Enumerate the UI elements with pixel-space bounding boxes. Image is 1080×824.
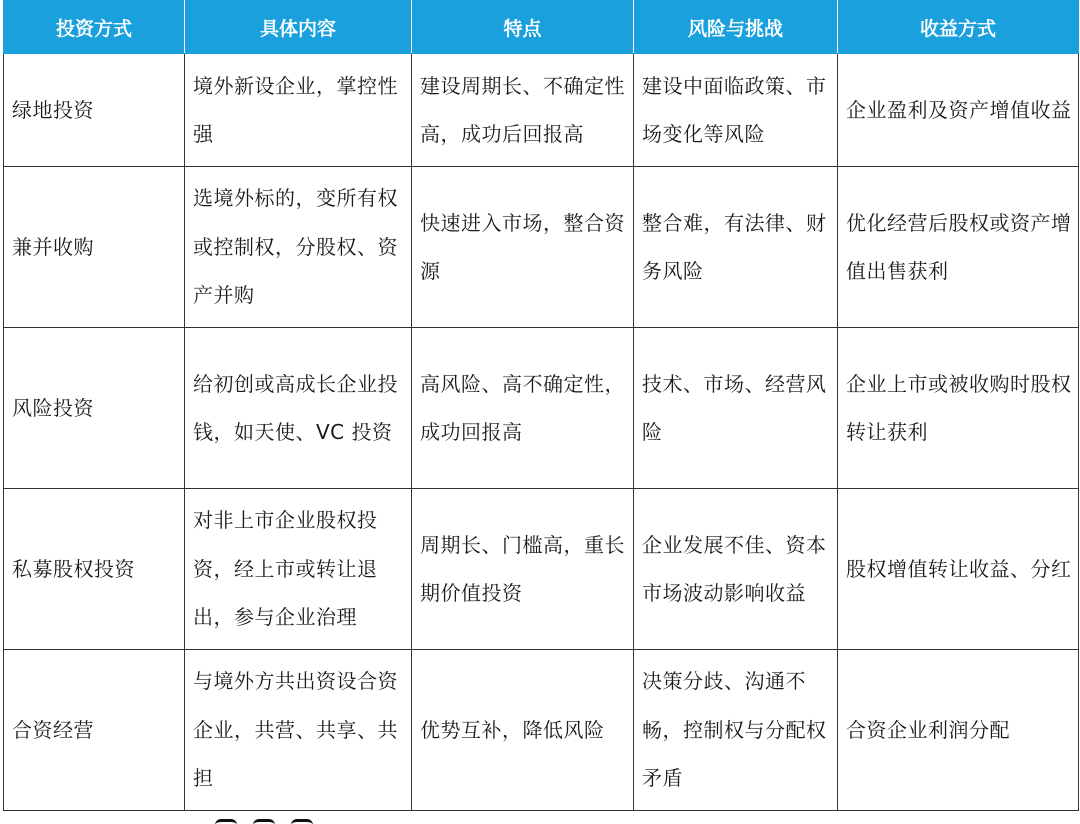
cell-returns — [838, 650, 1079, 811]
returns-text: 企业上市或被收购时股权转让获利 — [846, 371, 1072, 444]
returns-text: 企业盈利及资产增值收益 — [846, 97, 1072, 122]
risks-text: 建设中面临政策、市场变化等风险 — [642, 73, 827, 146]
table-row — [4, 328, 1079, 489]
content-text: 给初创或高成长企业投钱，如天使、VC 投资 — [193, 371, 398, 444]
features-text: 周期长、门槛高，重长期价值投资 — [420, 532, 625, 605]
method-text: 兼并收购 — [12, 234, 94, 259]
column-header-method: 投资方式 — [4, 1, 185, 54]
cell-content — [185, 54, 412, 167]
cell-content — [185, 167, 412, 328]
content-text: 境外新设企业，掌控性强 — [193, 73, 398, 146]
column-header-returns: 收益方式 — [838, 1, 1079, 54]
risks-text: 整合难，有法律、财务风险 — [642, 210, 827, 283]
returns-text: 优化经营后股权或资产增值出售获利 — [846, 210, 1072, 283]
cell-risks — [634, 489, 838, 650]
method-text: 私募股权投资 — [12, 556, 135, 581]
cell-method — [4, 54, 185, 167]
returns-text: 股权增值转让收益、分红 — [846, 556, 1072, 581]
table-row — [4, 650, 1079, 811]
cell-returns — [838, 328, 1079, 489]
cell-features — [412, 54, 634, 167]
content-text: 选境外标的，变所有权或控制权，分股权、资产并购 — [193, 186, 398, 308]
column-header-content: 具体内容 — [185, 1, 412, 54]
cell-returns — [838, 489, 1079, 650]
cell-method — [4, 650, 185, 811]
cell-features — [412, 167, 634, 328]
cell-content — [185, 489, 412, 650]
content-text: 对非上市企业股权投资，经上市或转让退出，参与企业治理 — [193, 508, 378, 630]
cell-method — [4, 489, 185, 650]
cell-returns — [838, 167, 1079, 328]
table-header-row — [4, 1, 1079, 54]
column-header-risks: 风险与挑战 — [634, 1, 838, 54]
method-text: 绿地投资 — [12, 97, 94, 122]
table-row — [4, 489, 1079, 650]
column-header-features: 特点 — [412, 1, 634, 54]
cell-risks — [634, 328, 838, 489]
cell-features — [412, 328, 634, 489]
features-text: 快速进入市场，整合资源 — [420, 210, 625, 283]
features-text: 优势互补，降低风险 — [420, 717, 605, 742]
cell-risks — [634, 167, 838, 328]
table-row — [4, 167, 1079, 328]
returns-text: 合资企业利润分配 — [846, 717, 1010, 742]
risks-text: 决策分歧、沟通不畅，控制权与分配权矛盾 — [642, 669, 827, 791]
features-text: 建设周期长、不确定性高，成功后回报高 — [420, 73, 625, 146]
cell-features — [412, 650, 634, 811]
cell-method — [4, 328, 185, 489]
method-text: 合资经营 — [12, 717, 94, 742]
investment-methods-table — [3, 0, 1079, 811]
cell-features — [412, 489, 634, 650]
cell-risks — [634, 650, 838, 811]
content-text: 与境外方共出资设合资企业，共营、共享、共担 — [193, 669, 398, 791]
method-text: 风险投资 — [12, 395, 94, 420]
cell-risks — [634, 54, 838, 167]
risks-text: 技术、市场、经营风险 — [642, 371, 827, 444]
cell-method — [4, 167, 185, 328]
cell-returns — [838, 54, 1079, 167]
risks-text: 企业发展不佳、资本市场波动影响收益 — [642, 532, 827, 605]
features-text: 高风险、高不确定性，成功回报高 — [420, 371, 625, 444]
cell-content — [185, 328, 412, 489]
table-row — [4, 54, 1079, 167]
cell-content — [185, 650, 412, 811]
